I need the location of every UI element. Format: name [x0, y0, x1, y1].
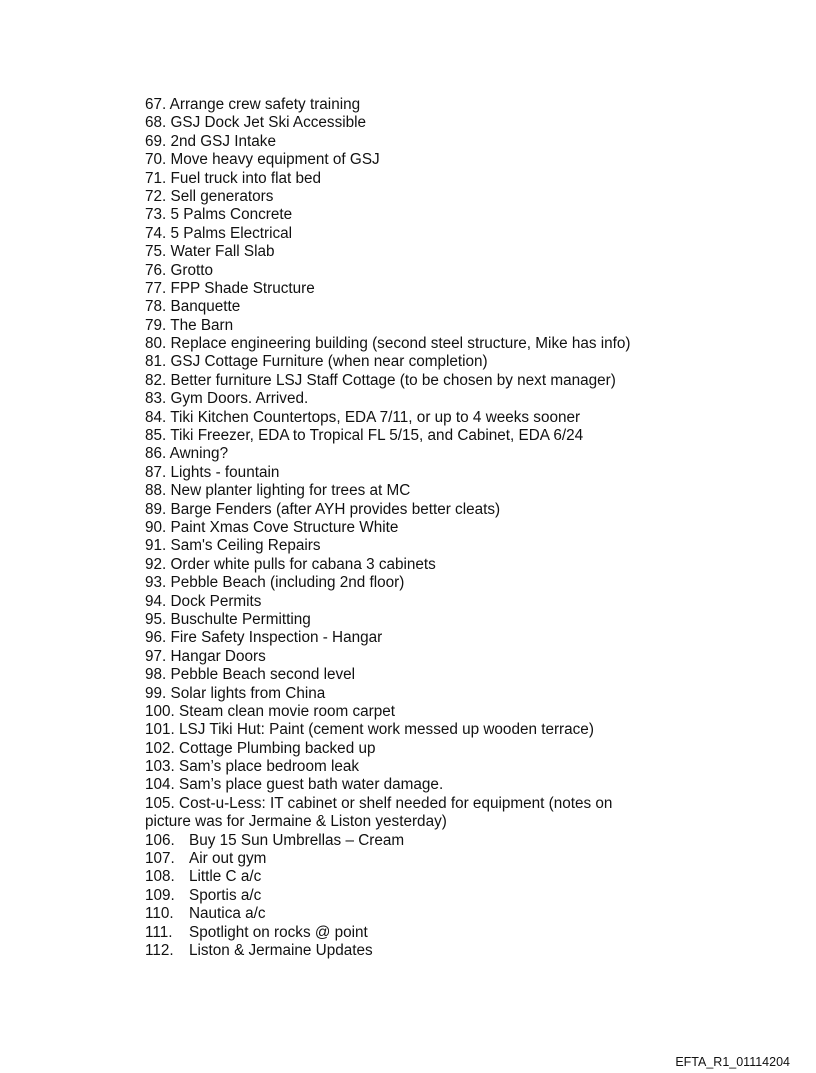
list-item: 88. New planter lighting for trees at MC: [145, 482, 411, 500]
list-item: 68. GSJ Dock Jet Ski Accessible: [145, 114, 367, 132]
list-item: 82. Better furniture LSJ Staff Cottage (to be chosen by next manager): [145, 371, 616, 389]
list-item: 95. Buschulte Permitting: [145, 610, 311, 628]
item-number: 106.: [145, 831, 175, 849]
item-text: Buy 15 Sun Umbrellas – Cream: [189, 831, 405, 849]
list-item: 75. Water Fall Slab: [145, 243, 275, 261]
item-number: 110.: [145, 905, 174, 923]
list-item: 101. LSJ Tiki Hut: Paint (cement work messed up wooden terrace): [145, 721, 594, 739]
list-item: [145, 905, 685, 923]
list-item: 72. Sell generators: [145, 187, 274, 205]
list-item: [145, 942, 685, 960]
list-item: 67. Arrange crew safety training: [145, 96, 361, 113]
list-item: 70. Move heavy equipment of GSJ: [145, 151, 380, 169]
list-item: 83. Gym Doors. Arrived.: [145, 390, 309, 408]
list-item: 87. Lights - fountain: [145, 463, 280, 481]
item-number: 108.: [145, 868, 175, 886]
task-list: [145, 96, 685, 960]
list-item: 90. Paint Xmas Cove Structure White: [145, 518, 399, 536]
list-item: 85. Tiki Freezer, EDA to Tropical FL 5/15, and Cabinet, EDA 6/24: [145, 427, 584, 445]
list-item: 74. 5 Palms Electrical: [145, 224, 293, 242]
list-item: [145, 832, 685, 850]
list-item: 97. Hangar Doors: [145, 647, 266, 665]
list-item: 76. Grotto: [145, 261, 214, 279]
list-item: 77. FPP Shade Structure: [145, 279, 315, 297]
item-text: Liston & Jermaine Updates: [189, 941, 373, 959]
item-text: Nautica a/c: [189, 905, 266, 923]
item-number: 109.: [145, 886, 175, 904]
list-item: 69. 2nd GSJ Intake: [145, 132, 276, 150]
list-item: 78. Banquette: [145, 298, 241, 316]
list-item: 102. Cottage Plumbing backed up: [145, 739, 376, 757]
list-item: 80. Replace engineering building (second steel structure, Mike has info): [145, 335, 631, 353]
list-item: 104. Sam’s place guest bath water damage.: [145, 776, 444, 794]
list-item: 93. Pebble Beach (including 2nd floor): [145, 574, 405, 592]
list-item: 81. GSJ Cottage Furniture (when near completion): [145, 353, 488, 371]
list-item: [145, 868, 685, 886]
list-item: 99. Solar lights from China: [145, 684, 326, 702]
item-number: 107.: [145, 850, 175, 868]
item-text: Spotlight on rocks @ point: [189, 923, 368, 941]
item-text: Sportis a/c: [189, 886, 262, 904]
list-item: [145, 887, 685, 905]
item-number: 111.: [145, 923, 173, 941]
list-item: [145, 850, 685, 868]
list-item: 92. Order white pulls for cabana 3 cabinets: [145, 555, 436, 573]
list-item: 86. Awning?: [145, 445, 229, 463]
item-text: Air out gym: [189, 850, 267, 868]
list-item: [145, 924, 685, 942]
list-item: 103. Sam’s place bedroom leak: [145, 758, 359, 776]
list-item: 98. Pebble Beach second level: [145, 666, 356, 684]
list-item: 96. Fire Safety Inspection - Hangar: [145, 629, 383, 647]
document-id: EFTA_R1_01114204: [675, 1055, 790, 1069]
list-item: 84. Tiki Kitchen Countertops, EDA 7/11, or up to 4 weeks sooner: [145, 408, 581, 426]
list-item: 89. Barge Fenders (after AYH provides better cleats): [145, 500, 501, 518]
list-item: 71. Fuel truck into flat bed: [145, 169, 322, 187]
list-item: 100. Steam clean movie room carpet: [145, 702, 395, 720]
list-item: 79. The Barn: [145, 316, 234, 334]
list-item-continuation: picture was for Jermaine & Liston yesterday): [145, 813, 447, 831]
list-item: 91. Sam's Ceiling Repairs: [145, 537, 321, 555]
list-item: 94. Dock Permits: [145, 592, 262, 610]
list-item: 73. 5 Palms Concrete: [145, 206, 293, 224]
item-text: Little C a/c: [189, 868, 262, 886]
item-number: 112.: [145, 941, 174, 959]
list-item: 105. Cost-u-Less: IT cabinet or shelf needed for equipment (notes on: [145, 794, 613, 812]
